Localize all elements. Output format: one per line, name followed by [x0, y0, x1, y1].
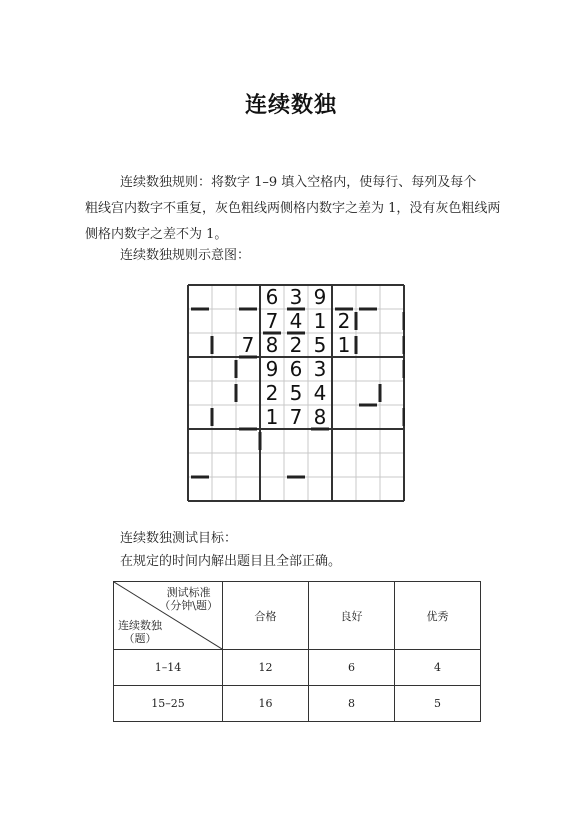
given-digit: 2	[289, 333, 303, 357]
column-header: 良好	[309, 582, 395, 650]
table-row	[114, 650, 481, 686]
given-digit: 1	[337, 333, 351, 357]
given-digit: 6	[289, 357, 303, 381]
corner-top-label: 测试标准 （分钟\题）	[159, 586, 218, 612]
given-digit: 9	[265, 357, 279, 381]
given-digit: 2	[265, 381, 279, 405]
table-header-row	[114, 582, 481, 650]
sudoku-grid	[187, 284, 405, 502]
given-digit: 7	[289, 405, 303, 429]
given-digit: 8	[265, 333, 279, 357]
given-digit: 4	[289, 309, 303, 333]
rules-text-rest: 粗线宫内数字不重复，灰色粗线两侧格内数字之差为 1，没有灰色粗线两侧格内数字之差不为 1。	[85, 201, 501, 242]
given-digit: 6	[265, 285, 279, 309]
column-header: 优秀	[395, 582, 481, 650]
goal-heading: 连续数独测试目标：	[120, 531, 238, 546]
table-cell: 5	[395, 686, 481, 722]
table-cell: 8	[309, 686, 395, 722]
score-table	[113, 581, 481, 722]
goal-text: 在规定的时间内解出题目且全部正确。	[120, 554, 342, 569]
page-title: 连续数独	[244, 93, 337, 118]
table-cell: 12	[223, 650, 309, 686]
given-digit: 1	[313, 309, 327, 333]
given-digit: 4	[313, 381, 327, 405]
table-cell: 6	[309, 650, 395, 686]
rules-text-first: 连续数独规则：将数字 1–9 填入空格内，使每行、每列及每个	[120, 175, 477, 190]
row-range: 1–14	[114, 650, 223, 686]
example-label: 连续数独规则示意图：	[120, 248, 251, 263]
rules-paragraph	[85, 170, 512, 248]
given-digit: 5	[289, 381, 303, 405]
given-digit: 5	[313, 333, 327, 357]
given-digit: 9	[313, 285, 327, 309]
given-digit: 7	[265, 309, 279, 333]
corner-bottom-label: 连续数独 （题）	[118, 619, 162, 645]
row-range: 15–25	[114, 686, 223, 722]
given-digit: 3	[289, 285, 303, 309]
column-header: 合格	[223, 582, 309, 650]
given-digit: 8	[313, 405, 327, 429]
table-cell: 4	[395, 650, 481, 686]
table-row	[114, 686, 481, 722]
given-digit: 7	[241, 333, 255, 357]
table-cell: 16	[223, 686, 309, 722]
given-digit: 1	[265, 405, 279, 429]
corner-header-cell	[114, 582, 223, 650]
given-digit: 2	[337, 309, 351, 333]
given-digit: 3	[313, 357, 327, 381]
